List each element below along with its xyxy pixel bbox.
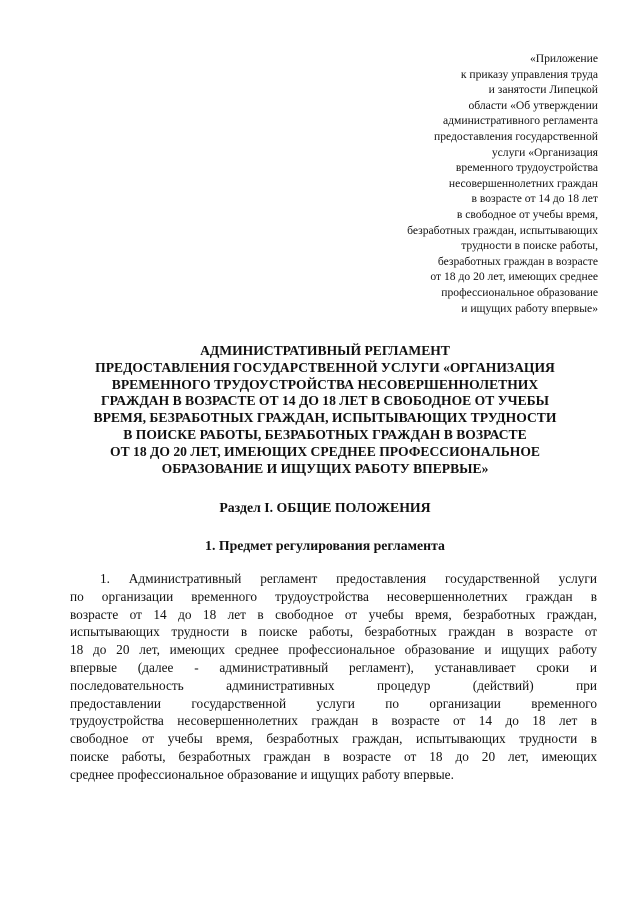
paragraph-line: свободное от учебы время, безработных граждан, испытывающих трудности в (70, 731, 597, 747)
title-line: ОБРАЗОВАНИЕ И ИЩУЩИХ РАБОТУ ВПЕРВЫЕ» (161, 460, 489, 476)
appendix-line: трудности в поиске работы, (461, 239, 598, 253)
appendix-line: в возрасте от 14 до 18 лет (471, 192, 598, 206)
paragraph-line: последовательность административных процедур (действий) при (70, 677, 597, 693)
appendix-line: в свободное от учебы время, (456, 207, 598, 221)
appendix-line: несовершеннолетних граждан (448, 176, 598, 190)
appendix-line: к приказу управления труда (460, 67, 598, 81)
paragraph-line: трудоустройства несовершеннолетних граждан в возрасте от 14 до 18 лет в (70, 713, 597, 729)
paragraph-line: испытывающих трудности в поиске работы, безработных граждан в возрасте от (70, 624, 597, 640)
appendix-line: и ищущих работу впервые» (461, 301, 598, 315)
paragraph-line: впервые (далее - административный регламент), устанавливает сроки и (70, 659, 597, 675)
paragraph-line: возрасте от 14 до 18 лет в свободное от учебы время, безработных граждан, (70, 606, 597, 622)
title-line: АДМИНИСТРАТИВНЫЙ РЕГЛАМЕНТ (200, 343, 450, 358)
appendix-note (407, 51, 598, 316)
paragraph-line: среднее профессиональное образование и ищущих работу впервые. (70, 766, 454, 782)
paragraph-line: предоставлении государственной услуги по организации временного (70, 695, 597, 711)
appendix-line: области «Об утверждении (468, 98, 598, 112)
paragraph-line: 1. Административный регламент предоставления государственной услуги (100, 571, 597, 586)
body-paragraph (70, 570, 597, 784)
title-line: ПРЕДОСТАВЛЕНИЯ ГОСУДАРСТВЕННОЙ УСЛУГИ «ОРГАНИЗАЦИЯ (95, 359, 555, 375)
appendix-line: безработных граждан, испытывающих (407, 223, 598, 237)
title-line: ВРЕМЯ, БЕЗРАБОТНЫХ ГРАЖДАН, ИСПЫТЫВАЮЩИХ ТРУДНОСТИ (93, 410, 557, 426)
appendix-line: от 18 до 20 лет, имеющих среднее (430, 270, 598, 284)
paragraph-line: 18 до 20 лет, имеющих среднее профессиональное образование и ищущих работу (70, 642, 597, 658)
title-line: В ПОИСКЕ РАБОТЫ, БЕЗРАБОТНЫХ ГРАЖДАН В ВОЗРАСТЕ (123, 426, 527, 442)
title-line: ВРЕМЕННОГО ТРУДОУСТРОЙСТВА НЕСОВЕРШЕННОЛЕТНИХ (111, 376, 539, 392)
appendix-line: услуги «Организация (491, 145, 598, 159)
section-heading: Раздел I. ОБЩИЕ ПОЛОЖЕНИЯ (219, 500, 431, 515)
appendix-line: безработных граждан в возрасте (437, 254, 598, 268)
title-line: ОТ 18 ДО 20 ЛЕТ, ИМЕЮЩИХ СРЕДНЕЕ ПРОФЕССИОНАЛЬНОЕ (110, 443, 540, 459)
subsection-heading: 1. Предмет регулирования регламента (205, 538, 445, 553)
appendix-line: административного регламента (443, 114, 598, 128)
paragraph-line: поиске работы, безработных граждан в возрасте от 18 до 20 лет, имеющих (70, 748, 597, 764)
appendix-line: и занятости Липецкой (488, 83, 598, 97)
appendix-line: «Приложение (529, 52, 598, 65)
appendix-line: предоставления государственной (434, 129, 598, 143)
appendix-line: временного трудоустройства (455, 161, 598, 175)
title-line: ГРАЖДАН В ВОЗРАСТЕ ОТ 14 ДО 18 ЛЕТ В СВОБОДНОЕ ОТ УЧЕБЫ (100, 393, 550, 409)
document-title (60, 343, 590, 477)
paragraph-line: по организации временного трудоустройства несовершеннолетних граждан в (70, 588, 597, 604)
appendix-line: профессиональное образование (441, 285, 598, 299)
